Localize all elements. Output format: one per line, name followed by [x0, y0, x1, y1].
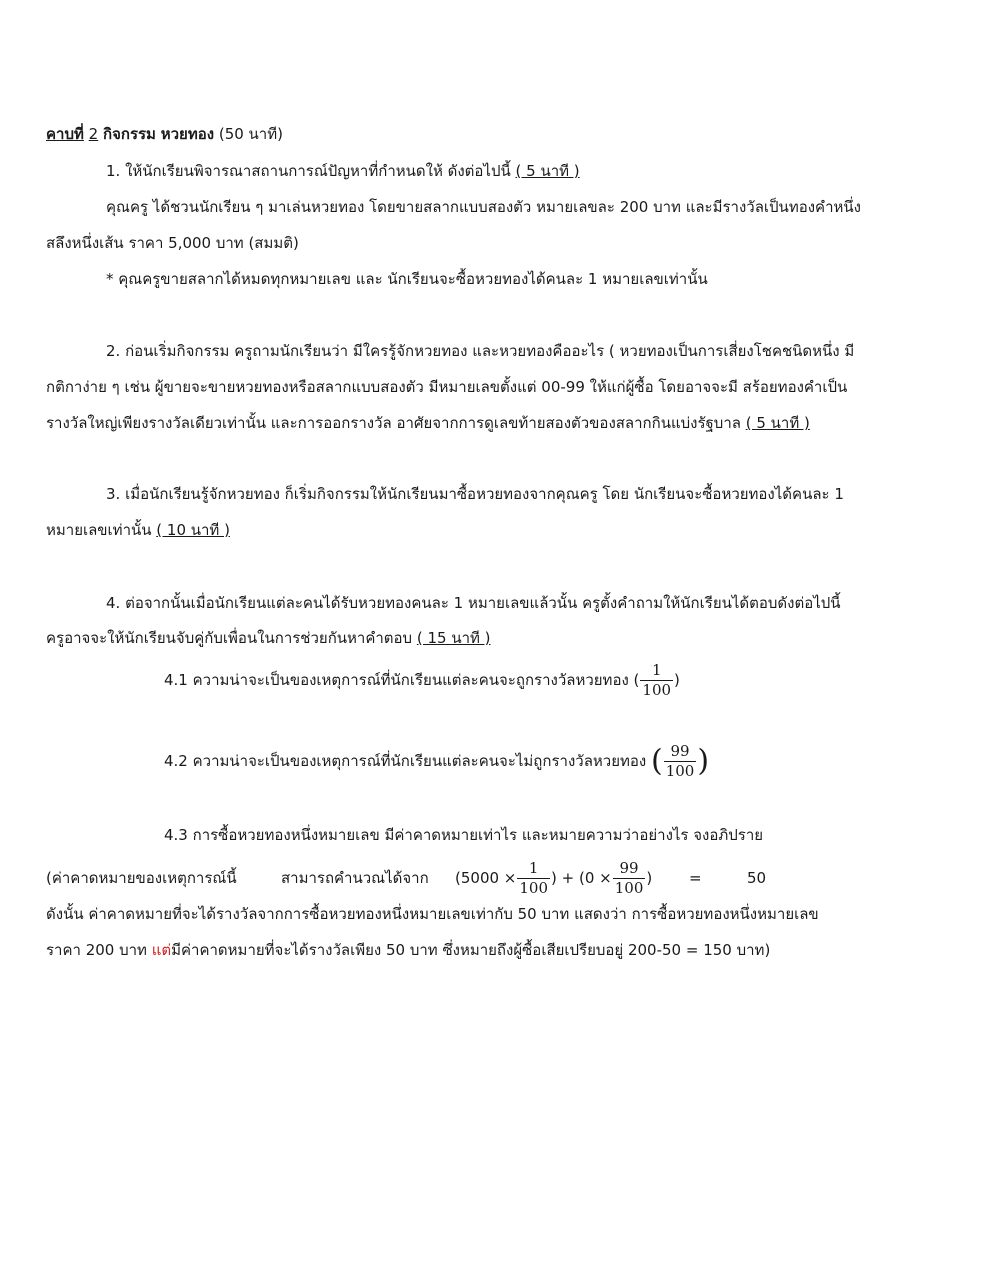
equals-sign: =: [689, 869, 702, 887]
item2-line3: [46, 412, 810, 434]
q1-close-paren: ): [674, 671, 680, 689]
term1-numerator: 1: [528, 859, 539, 877]
q1-denominator: 100: [642, 681, 672, 699]
item2-time: ( 5 นาที ): [745, 414, 810, 432]
term2-numerator: 99: [619, 859, 639, 877]
term2-open: (0 ×: [579, 869, 612, 887]
q2-denominator: 100: [665, 762, 695, 780]
conclusion-line1: ดังนั้น ค่าคาดหมายที่จะได้รางวัลจากการซื้อหวยทองหนึ่งหมายเลขเท่ากับ 50 บาท แสดงว่า การซื้อหวยทองหนึ่งหมายเลข: [46, 905, 819, 923]
term1-open: (5000 ×: [455, 869, 517, 887]
item2-line3-text: รางวัลใหญ่เพียงรางวัลเดียวเท่านั้น และการออกรางวัล อาศัยจากการดูเลขท้ายสองตัวของสลากกินแบ่งรัฐบาล: [46, 414, 746, 432]
conclusion-line2-b: มีค่าคาดหมายที่จะได้รางวัลเพียง 50 บาท ซึ่งหมายถึงผู้ซื้อเสียเปรียบอยู่ 200-50 = 150 บาท): [171, 941, 771, 959]
conclusion-line2-a: ราคา 200 บาท: [46, 941, 152, 959]
term2-close: ): [646, 869, 653, 887]
item1-text: 1. ให้นักเรียนพิจารณาสถานการณ์ปัญหาที่กำหนดให้ ดังต่อไปนี้: [106, 162, 516, 180]
item3-time: ( 10 นาที ): [156, 521, 230, 539]
q2-text: 4.2 ความน่าจะเป็นของเหตุการณ์ที่นักเรียนแต่ละคนจะไม่ถูกรางวัลหวยทอง: [164, 752, 651, 770]
term1-close: ): [551, 869, 557, 887]
q2-fraction: [664, 742, 697, 781]
term1-denominator: 100: [519, 879, 549, 897]
q1-numerator: 1: [651, 661, 662, 679]
period-label: คาบที่: [46, 125, 84, 143]
conclusion-highlight: แต่: [151, 941, 172, 959]
calc-prefix: (ค่าคาดหมายของเหตุการณ์นี้: [46, 869, 237, 887]
lesson-heading: [46, 123, 283, 145]
activity-name: หวยทอง: [160, 125, 215, 143]
term2-denominator: 100: [614, 879, 644, 897]
calc-label: สามารถคำนวณได้จาก: [281, 869, 429, 887]
item1-note: * คุณครูขายสลากได้หมดทุกหมายเลข และ นักเรียนจะซื้อหวยทองได้คนละ 1 หมายเลขเท่านั้น: [106, 270, 708, 288]
plus-sign: +: [561, 869, 575, 887]
q2-open-paren: (: [650, 743, 663, 779]
item3-line2: [46, 519, 230, 541]
item2-line2: กติกาง่าย ๆ เช่น ผู้ขายจะขายหวยทองหรือสลากแบบสองตัว มีหมายเลขตั้งแต่ 00-99 ให้แก่ผู้ซื้อ โดยอาจจะมี สร้อยทองคำเป็น: [46, 378, 848, 396]
q2-numerator: 99: [670, 742, 690, 760]
question-4-2: [164, 739, 709, 783]
activity-label: กิจกรรม: [102, 125, 156, 143]
calc-expression: [455, 856, 652, 900]
item4-line2-text: ครูอาจจะให้นักเรียนจับคู่กับเพื่อนในการช่วยกันหาคำตอบ: [46, 629, 417, 647]
conclusion-line2: [46, 939, 770, 961]
period-number: 2: [88, 125, 99, 143]
term2-fraction: [613, 859, 646, 898]
item4-line1: 4. ต่อจากนั้นเมื่อนักเรียนแต่ละคนได้รับหวยทองคนละ 1 หมายเลขแล้วนั้น ครูตั้งคำถามให้นักเรียนได้ตอบดังต่อไปนี้: [106, 594, 841, 612]
item1-time: ( 5 นาที ): [515, 162, 580, 180]
item3-line2-text: หมายเลขเท่านั้น: [46, 521, 157, 539]
item3-line1: 3. เมื่อนักเรียนรู้จักหวยทอง ก็เริ่มกิจกรรมให้นักเรียนมาซื้อหวยทองจากคุณครู โดย นักเรียนจะซื้อหวยทองได้คนละ 1: [106, 485, 844, 503]
q1-text: 4.1 ความน่าจะเป็นของเหตุการณ์ที่นักเรียนแต่ละคนจะถูกรางวัลหวยทอง (: [164, 671, 640, 689]
q1-fraction: [640, 661, 673, 700]
activity-duration: (50 นาที): [218, 125, 283, 143]
item4-time: ( 15 นาที ): [416, 629, 491, 647]
item1-instruction: [106, 160, 580, 182]
question-4-3: 4.3 การซื้อหวยทองหนึ่งหมายเลข มีค่าคาดหมายเท่าไร และหมายความว่าอย่างไร จงอภิปราย: [164, 826, 764, 844]
item1-scenario-line1: คุณครู ได้ชวนนักเรียน ๆ มาเล่นหวยทอง โดยขายสลากแบบสองตัว หมายเลขละ 200 บาท และมีรางวัลเป็นทองคำหนึ่ง: [106, 198, 861, 216]
item2-line1: 2. ก่อนเริ่มกิจกรรม ครูถามนักเรียนว่า มีใครรู้จักหวยทอง และหวยทองคืออะไร ( หวยทองเป็นการเสี่ยงโชคชนิดหนึ่ง มี: [106, 342, 855, 360]
question-4-1: [164, 658, 680, 702]
q2-close-paren: ): [697, 743, 710, 779]
item4-line2: [46, 627, 491, 649]
item1-scenario-line2: สลึงหนึ่งเส้น ราคา 5,000 บาท (สมมติ): [46, 234, 299, 252]
term1-fraction: [517, 859, 550, 898]
calc-result: 50: [747, 869, 767, 887]
